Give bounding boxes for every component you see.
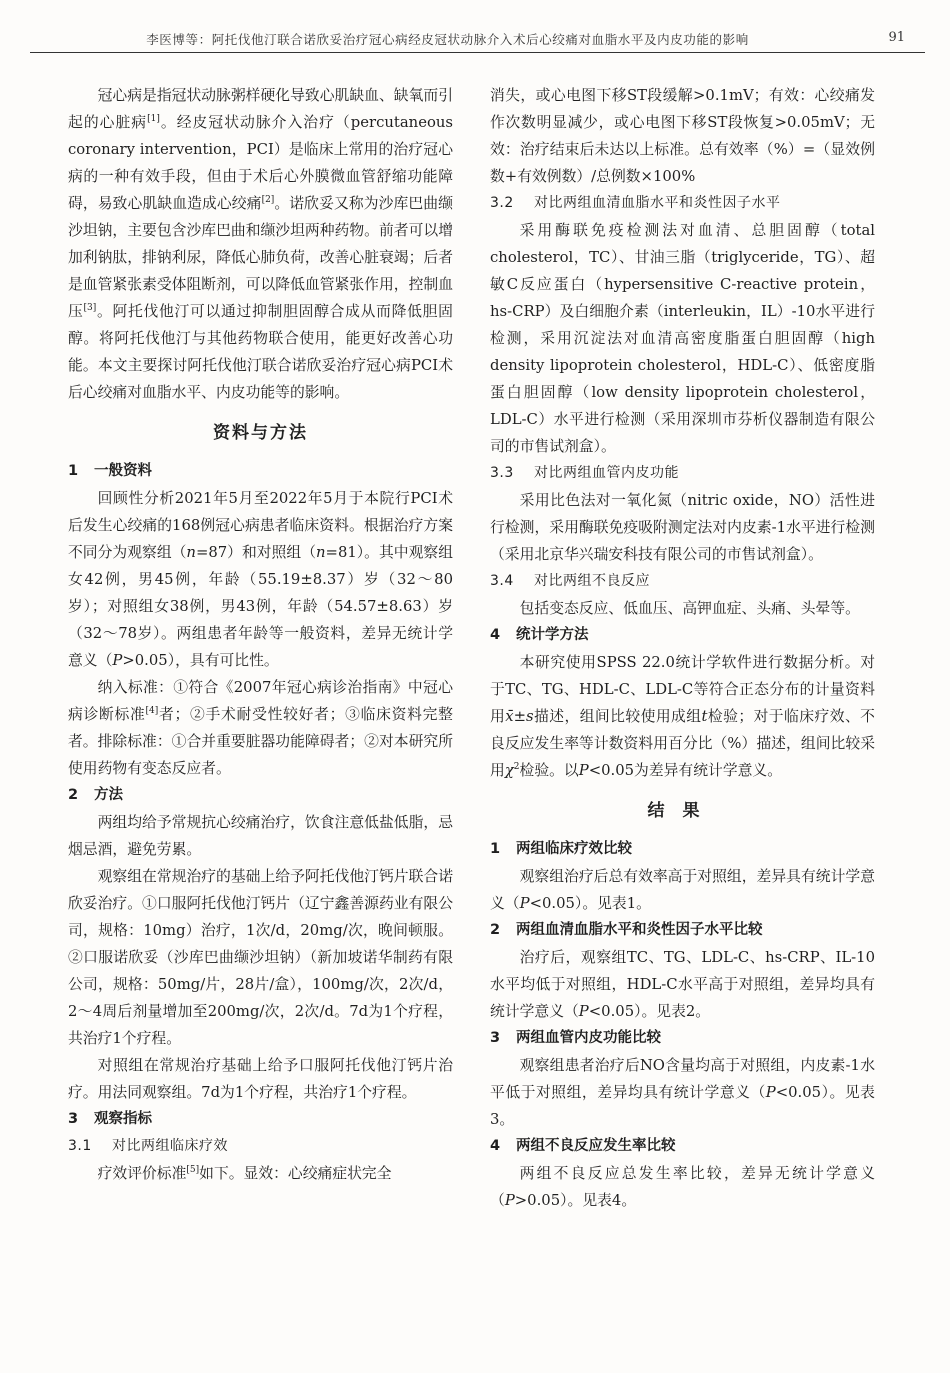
result-4-paragraph: 两组不良反应总发生率比较，差异无统计学意义（P>0.05）。见表4。 [490,1165,875,1209]
running-header [30,28,925,54]
statistics-paragraph: 本研究使用SPSS 22.0统计学软件进行数据分析。对于TC、TG、HDL-C、LDL-C等符合正态分布的计量资料用x̄±s描述，组间比较使用成组t检验；对于临床疗效、不良反应发生率等计数资料用百分比（%）描述，组间比较采用$\chi^2$检验。以P<0.05为差异有统计学意义。 [490,654,875,779]
heading-statistics: 4 统计学方法 [490,627,589,643]
efficacy-continued-paragraph: 消失，或心电图下移ST段缓解>0.1mV；有效：心绞痛发作次数明显减少，或心电图下移ST段恢复>0.05mV；无效：治疗结束后未达以上标准。总有效率（%）=（显效例数+有效例数）/总例数×100% [490,87,875,185]
citation-1[interactable]: [1] [147,114,160,125]
heading-lipid-inflammation: 3.2 对比两组血清血脂水平和炎性因子水平 [490,195,781,211]
citation-5[interactable]: [5] [186,1165,200,1176]
result-2-paragraph: 治疗后，观察组TC、TG、LDL-C、hs-CRP、IL-10水平均低于对照组，HDL-C水平高于对照组，差异均具有统计学意义（P<0.05）。见表2。 [490,949,875,1020]
general-data-paragraph: 回顾性分析2021年5月至2022年5月于本院行PCI术后发生心绞痛的168例冠心病患者临床资料。根据治疗方案不同分为观察组（n=87）和对照组（n=81）。其中观察组女42例，男45例，年龄（55.19±8.37）岁（32～80岁）；对照组女38例，男43例，年龄（54.57±8.63）岁（32～78岁）。两组患者年龄等一般资料，差异无统计学意义（P>0.05），具有可比性。 [68,490,453,669]
heading-clinical-efficacy: 3.1 对比两组临床疗效 [68,1138,228,1154]
heading-methods: 2 方法 [68,787,123,803]
header-rule [30,52,925,53]
section-title-methods: 资料与方法 [213,423,308,443]
endothelial-paragraph: 采用比色法对一氧化氮（nitric oxide，NO）活性进行检测，采用酶联免疫吸附测定法对内皮素-1水平进行检测（采用北京华兴瑞安科技有限公司的市售试剂盒）。 [490,492,875,563]
citation-2[interactable]: [2] [261,195,275,206]
left-column [68,82,453,1187]
methods-paragraph-2: 观察组在常规治疗的基础上给予阿托伐他汀钙片联合诺欣妥治疗。①口服阿托伐他汀钙片（辽宁鑫善源药业有限公司，规格：10mg）治疗，1次/d，20mg/次，晚间顿服。②口服诺欣妥（沙库巴曲缬沙坦钠）（新加坡诺华制药有限公司，规格：50mg/片，28片/盒），100mg/次，2次/d，2～4周后剂量增加至200mg/次，2次/d。7d为1个疗程，共治疗1个疗程。 [68,868,453,1047]
heading-adverse: 3.4 对比两组不良反应 [490,573,650,589]
efficacy-paragraph: 疗效评价标准[5]如下。显效：心绞痛症状完全 [97,1165,392,1182]
methods-paragraph-3: 对照组在常规治疗基础上给予口服阿托伐他汀钙片治疗。用法同观察组。7d为1个疗程，共治疗1个疗程。 [68,1057,453,1101]
intro-paragraph: 冠心病是指冠状动脉粥样硬化导致心肌缺血、缺氧而引起的心脏病[1]。经皮冠状动脉介入治疗（percutaneous coronary intervention，PCI）是临床上常用的治疗冠心病的一种有效手段，但由于术后心外膜微血管舒缩功能障碍，易致心肌缺血造成心绞痛[2]。诺欣妥又称为沙库巴曲缬沙坦钠，主要包含沙库巴曲和缬沙坦两种药物。前者可以增加利钠肽，排钠利尿，降低心肺负荷，改善心脏衰竭；后者是血管紧张素受体阻断剂，可以降低血管紧张作用，控制血压[3]。阿托伐他汀可以通过抑制胆固醇合成从而降低胆固醇。将阿托伐他汀与其他药物联合使用，能更好改善心功能。本文主要探讨阿托伐他汀联合诺欣妥治疗冠心病PCI术后心绞痛对血脂水平、内皮功能等的影响。 [68,87,453,401]
result-3-paragraph: 观察组患者治疗后NO含量均高于对照组，内皮素-1水平低于对照组，差异均具有统计学意义（P<0.05）。见表3。 [490,1057,875,1128]
heading-result-4: 4 两组不良反应发生率比较 [490,1138,676,1154]
adverse-paragraph: 包括变态反应、低血压、高钾血症、头痛、头晕等。 [519,600,860,617]
right-column [490,82,875,1214]
heading-result-3: 3 两组血管内皮功能比较 [490,1030,661,1046]
citation-3[interactable]: [3] [83,303,97,314]
citation-4[interactable]: [4] [145,706,159,717]
result-1-paragraph: 观察组治疗后总有效率高于对照组，差异具有统计学意义（P<0.05）。见表1。 [490,868,875,912]
methods-paragraph-1: 两组均给予常规抗心绞痛治疗，饮食注意低盐低脂，忌烟忌酒，避免劳累。 [68,814,453,858]
heading-indicators: 3 观察指标 [68,1111,152,1127]
heading-endothelial: 3.3 对比两组血管内皮功能 [490,465,679,481]
page-number: 91 [888,30,905,45]
heading-general-data: 1 一般资料 [68,463,152,479]
section-title-results: 结果 [647,801,718,821]
running-title: 李医博等：阿托伐他汀联合诺欣妥治疗冠心病经皮冠状动脉介入术后心绞痛对血脂水平及内皮功能的影响 [146,32,749,47]
heading-result-2: 2 两组血清血脂水平和炎性因子水平比较 [490,922,763,938]
lipid-paragraph: 采用酶联免疫检测法对血清、总胆固醇（total cholesterol，TC）、甘油三脂（triglyceride，TG）、超敏C反应蛋白（hypersensitive C-reactive protein，hs-CRP）及白细胞介素（interleukin，IL）-10水平进行检测，采用沉淀法对血清高密度脂蛋白胆固醇（high density lipoprotein cholesterol，HDL-C）、低密度脂蛋白胆固醇（low density lipoprotein cholesterol，LDL-C）水平进行检测（采用深圳市芬析仪器制造有限公司的市售试剂盒）。 [490,222,875,455]
criteria-paragraph: 纳入标准：①符合《2007年冠心病诊治指南》中冠心病诊断标准[4]者；②手术耐受性较好者；③临床资料完整者。排除标准：①合并重要脏器功能障碍者；②对本研究所使用药物有变态反应者。 [68,679,453,777]
heading-result-1: 1 两组临床疗效比较 [490,841,632,857]
